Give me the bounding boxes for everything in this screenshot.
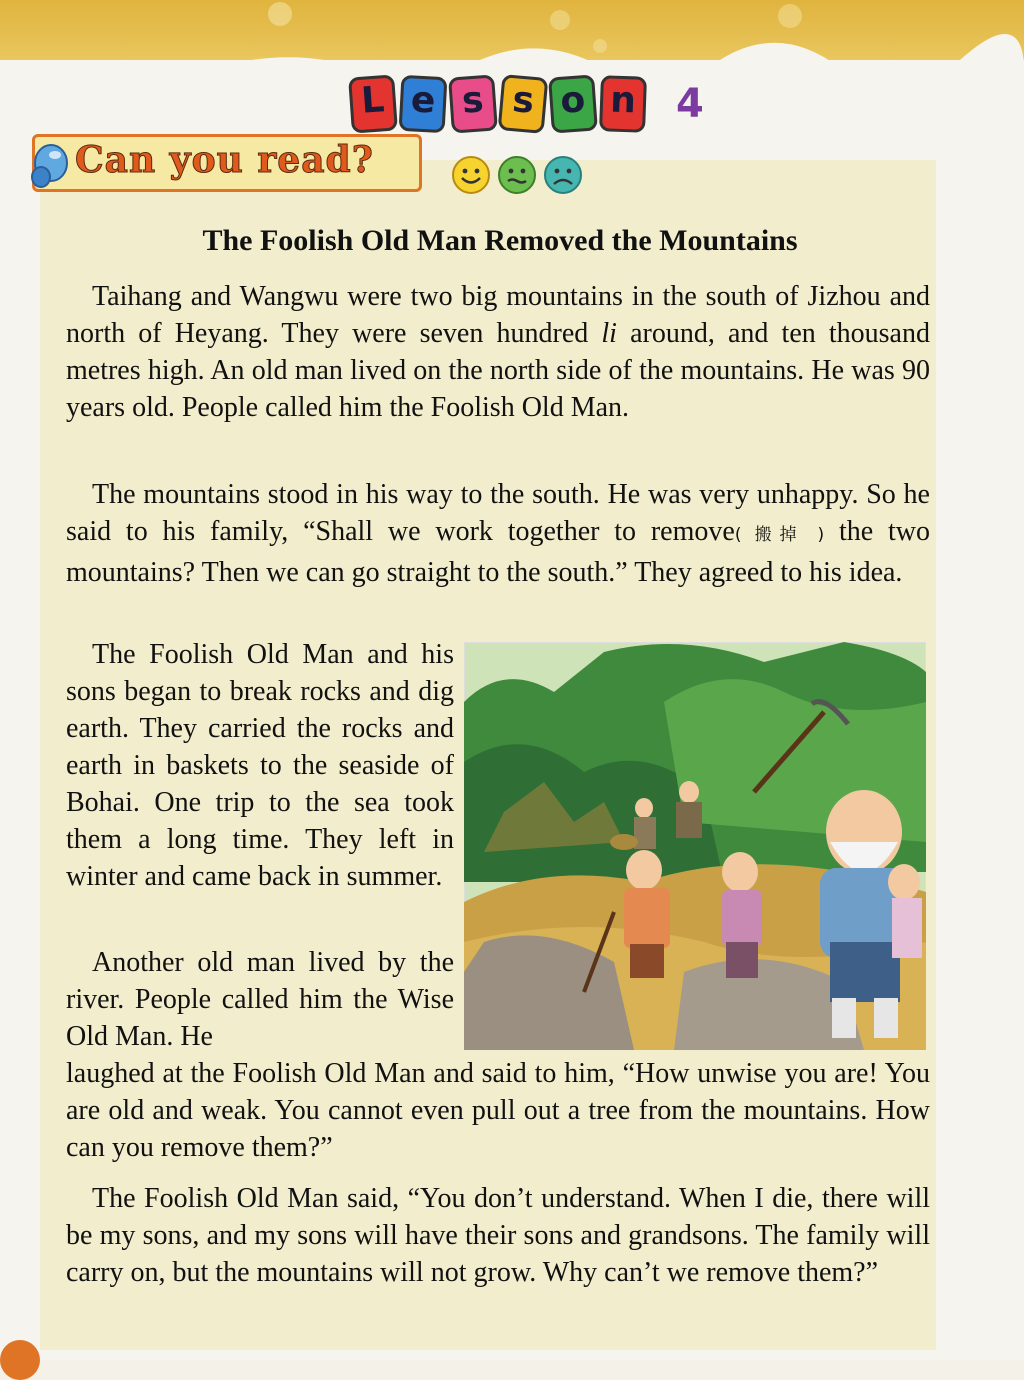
lesson-number: 4 [676,81,704,127]
lesson-letter: o [548,74,598,133]
section-label: Can you read? [75,139,374,181]
sad-face-icon[interactable] [542,154,584,196]
paragraph-2 [66,476,930,591]
page-number-badge [0,1340,40,1380]
self-assessment-faces [450,154,584,196]
neutral-face-icon[interactable] [496,154,538,196]
italic-unit: li [601,318,617,349]
lesson-letter: e [399,75,448,133]
paragraph-1-text-end: around, and ten thousand metres high. An old man lived on the north side of the mountains. He was 90 years old. People called him the Foolish Old Man. [66,318,930,423]
lesson-letter: n [599,75,647,133]
speech-bubble-icon [29,141,69,194]
lesson-heading [350,72,704,136]
lesson-letter: L [348,74,398,133]
paragraph-2-text-end: the two mountains? Then we can go straight to the south.” They agreed to his idea. [66,516,930,588]
paragraph-1 [66,278,930,426]
paragraph-4-start: Another old man lived by the river. People called him the Wise Old Man. He [66,947,454,1052]
section-label-box [32,134,422,192]
chinese-gloss: ( 搬掉 ) [734,525,825,545]
paragraph-5: The Foolish Old Man said, “You don’t understand. When I die, there will be my sons, and my sons will have their sons and grandsons. The family will carry on, but the mountains will not grow. Why can’t we remove them?” [66,1183,930,1288]
paragraph-3: The Foolish Old Man and his sons began to break rocks and dig earth. They carried the rocks and earth in baskets to the seaside of Bohai. One trip to the sea took them a long time. They left in winter and came back in summer. [66,639,454,892]
paragraph-4-rest: laughed at the Foolish Old Man and said to him, “How unwise you are! You are old and weak. You cannot even pull out a tree from the mountains. How can you remove them?” [66,1058,930,1163]
smile-face-icon[interactable] [450,154,492,196]
story-illustration [464,642,926,1050]
lesson-letter: s [498,74,549,134]
lesson-letter: s [448,74,498,133]
story-title: The Foolish Old Man Removed the Mountains [202,224,798,257]
paragraph-2-text: The mountains stood in his way to the south. He was very unhappy. So he said to his family, “Shall we work together to remove [66,479,930,547]
paragraph-1-text: Taihang and Wangwu were two big mountains in the south of Jizhou and north of Heyang. They were seven hundred [66,281,930,349]
